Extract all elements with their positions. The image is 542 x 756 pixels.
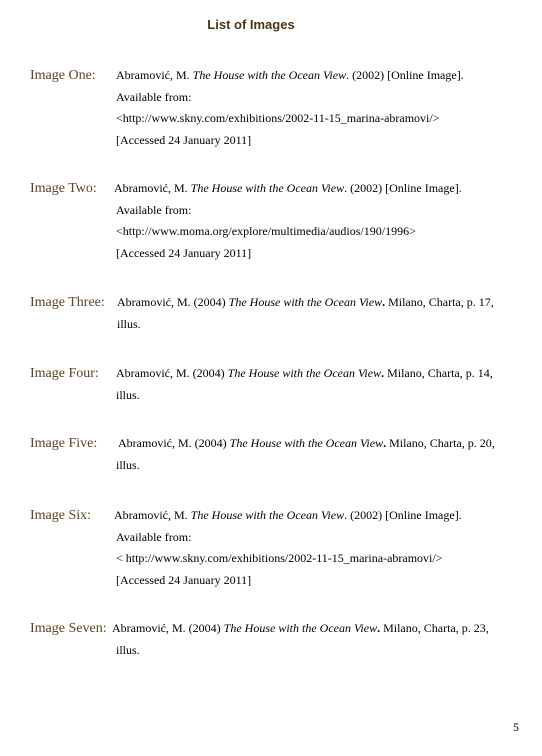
citation-details: Milano, Charta, p. 20, [386,436,495,450]
citation-line-2: Available from: [116,529,192,544]
citation-accessed: [Accessed 24 January 2011] [116,245,252,260]
citation-details: . (2002) [Online Image]. [346,68,464,82]
entry-label: Image Seven: [30,621,107,636]
entry-label: Image Five: [30,436,98,451]
citation-author: Abramović, M. (2004) [117,295,226,309]
citation-line-2: illus. [116,387,140,402]
citation-accessed: [Accessed 24 January 2011] [116,132,252,147]
citation-author: Abramović, M. [116,68,190,82]
work-title: The House with the Ocean View [190,508,345,522]
work-title: The House with the Ocean View [227,366,382,380]
citation-author: Abramović, M. [114,508,188,522]
page-title: List of Images [207,17,295,32]
citation-line-1: Abramović, M. (2004) The House with the Ocean View. Milano, Charta, p. 23, [112,621,489,635]
citation-line-1: Abramović, M. (2004) The House with the Ocean View. Milano, Charta, p. 17, [117,295,494,309]
citation [116,363,493,406]
citation-details: Milano, Charta, p. 23, [380,621,489,635]
citation-author: Abramović, M. (2004) [118,436,227,450]
citation-author: Abramović, M. [114,181,188,195]
citation [118,433,495,476]
work-title: The House with the Ocean View [192,68,347,82]
entry-label: Image One: [30,68,96,83]
entry-label: Image Six: [30,508,92,523]
citation-url: < http://www.skny.com/exhibitions/2002-11-15_marina-abramovi/> [116,551,443,565]
citation-line-1 [116,65,464,87]
citation-url: <http://www.moma.org/explore/multimedia/audios/190/1996> [116,224,416,238]
citation [114,178,462,264]
citation-author: Abramović, M. (2004) [116,366,225,380]
citation [112,618,489,661]
work-title: The House with the Ocean View [229,436,384,450]
entry-label: Image Two: [30,181,97,196]
citation-line-1: Abramović, M. (2004) The House with the Ocean View. Milano, Charta, p. 14, [116,366,493,380]
citation [114,505,462,591]
entry-label: Image Four: [30,366,99,381]
citation [117,292,494,335]
page-number: 5 [513,720,519,734]
citation-accessed: [Accessed 24 January 2011] [116,572,252,587]
citation-line-2: illus. [116,457,140,472]
work-title: The House with the Ocean View [190,181,345,195]
citation-line-2: illus. [116,642,140,657]
citation-line-2: Available from: [116,89,192,104]
citation [116,65,464,151]
citation-line-2: illus. [117,316,141,331]
citation-line-1 [114,178,462,200]
citation-line-1: Abramović, M. (2004) The House with the Ocean View. Milano, Charta, p. 20, [118,436,495,450]
work-title: The House with the Ocean View [228,295,383,309]
citation-line-2: Available from: [116,202,192,217]
citation-details: Milano, Charta, p. 17, [385,295,494,309]
citation-details: Milano, Charta, p. 14, [384,366,493,380]
citation-line-1 [114,505,462,527]
citation-url: <http://www.skny.com/exhibitions/2002-11-15_marina-abramovi/> [116,111,440,125]
entry-label: Image Three: [30,295,105,310]
citation-details: . (2002) [Online Image]. [344,181,462,195]
citation-details: . (2002) [Online Image]. [344,508,462,522]
work-title: The House with the Ocean View [223,621,378,635]
citation-author: Abramović, M. (2004) [112,621,221,635]
